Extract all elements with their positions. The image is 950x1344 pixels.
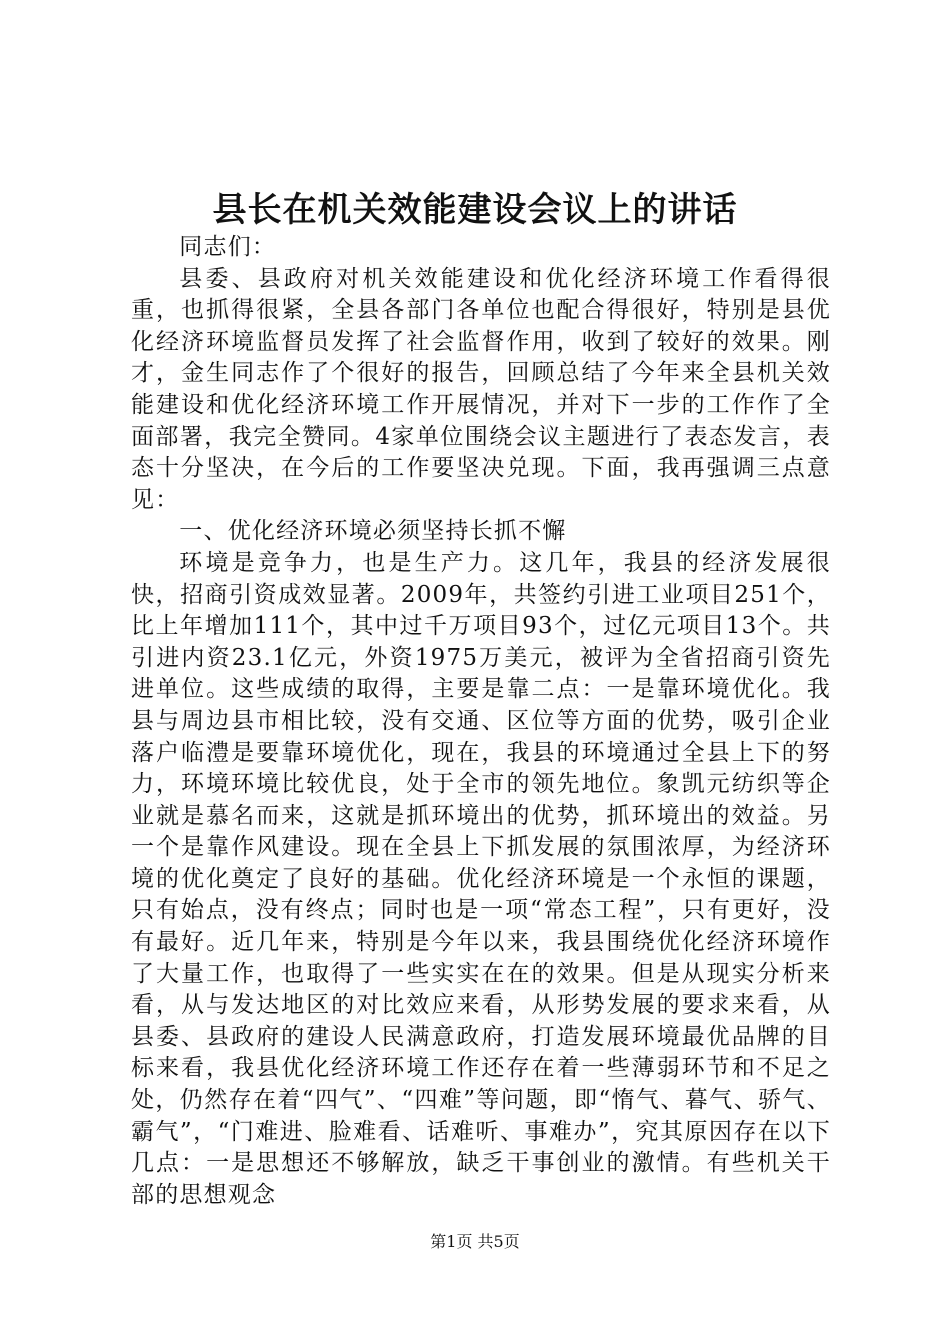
- paragraph: 县委、县政府对机关效能建设和优化经济环境工作看得很重，也抓得很紧，全县各部门各单位也配合得很好，特别是县优化经济环境监督员发挥了社会监督作用，收到了较好的效果。刚才，金生同志作了个很好的报告，回顾总结了今年来全县机关效能建设和优化经济环境工作开展情况，并对下一步的工作作了全面部署，我完全赞同。4家单位围绕会议主题进行了表态发言，表态十分坚决，在今后的工作要坚决兑现。下面，我再强调三点意见：: [131, 265, 831, 513]
- section-heading: 一、优化经济环境必须坚持长抓不懈: [179, 518, 567, 545]
- document-body: [131, 232, 831, 1211]
- salutation: 同志们：: [179, 234, 277, 260]
- paragraph: 环境是竞争力，也是生产力。这几年，我县的经济发展很快，招商引资成效显著。2009年，共签约引进工业项目251个，比上年增加111个，其中过千万项目93个，过亿元项目13个。共引进内资23.1亿元，外资1975万美元，被评为全省招商引资先进单位。这些成绩的取得，主要是靠二点：一是靠环境优化。我县与周边县市相比较，没有交通、区位等方面的优势，吸引企业落户临澧是要靠环境优化，现在，我县的环境通过全县上下的努力，环境环境比较优良，处于全市的领先地位。象凯元纺织等企业就是慕名而来，这就是抓环境出的优势，抓环境出的效益。另一个是靠作风建设。现在全县上下抓发展的氛围浓厚，为经济环境的优化奠定了良好的基础。优化经济环境是一个永恒的课题，只有始点，没有终点；同时也是一项“常态工程”，只有更好，没有最好。近几年来，特别是今年以来，我县围绕优化经济环境作了大量工作，也取得了一些实实在在的效果。但是从现实分析来看，从与发达地区的对比效应来看，从形势发展的要求来看，从县委、县政府的建设人民满意政府，打造发展环境最优品牌的目标来看，我县优化经济环境工作还存在着一些薄弱环节和不足之处，仍然存在着“四气”、“四难”等问题，即“惰气、暮气、骄气、霸气”，“门难进、脸难看、话难听、事难办”，究其原因存在以下几点：一是思想还不够解放，缺乏干事创业的激情。有些机关干部的思想观念: [131, 549, 831, 1208]
- document-title: 县长在机关效能建设会议上的讲话: [212, 190, 738, 230]
- page-footer: 第1页 共5页: [430, 1232, 520, 1251]
